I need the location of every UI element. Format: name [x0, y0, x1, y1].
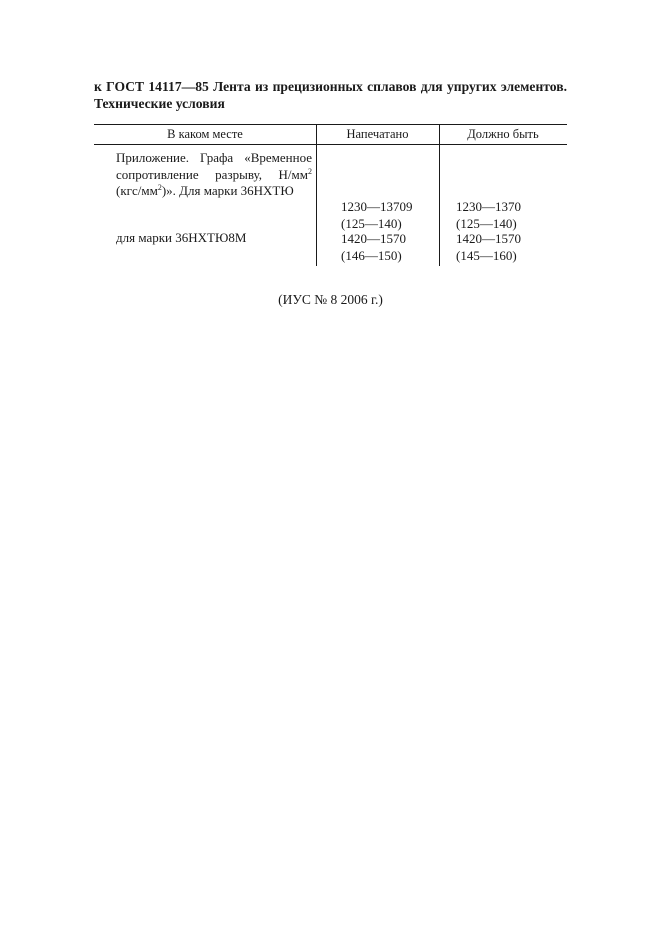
- table-header-rule: [94, 144, 567, 145]
- row-1-place-text: Приложение. Графа «Временное сопротивление разрыву, Н/мм: [116, 150, 312, 182]
- row-2-printed: [341, 230, 406, 264]
- correct-value: 1230—1370: [456, 199, 521, 214]
- row-1-place: [116, 150, 312, 200]
- header-printed: Напечатано: [346, 127, 409, 141]
- printed-value: (125—140): [341, 216, 402, 231]
- table-top-rule: [94, 124, 567, 125]
- source-reference: (ИУС № 8 2006 г.): [278, 292, 383, 307]
- correct-value: (125—140): [456, 216, 517, 231]
- column-divider-1: [316, 124, 317, 266]
- row-1-printed: [341, 198, 413, 232]
- superscript: 2: [308, 166, 312, 176]
- printed-value: 1230—13709: [341, 199, 413, 214]
- column-divider-2: [439, 124, 440, 266]
- header-should-be: Должно быть: [467, 127, 539, 141]
- printed-value: (146—150): [341, 248, 402, 263]
- amendment-title: к ГОСТ 14117—85 Лента из прецизионных сплавов для упругих элементов. Технические условия: [94, 79, 567, 111]
- correct-value: (145—160): [456, 248, 517, 263]
- row-2-place: для марки 36НХТЮ8М: [116, 230, 247, 245]
- header-place: В каком месте: [167, 127, 243, 141]
- row-1-should-be: [456, 198, 521, 232]
- row-1-place-text: (кгс/мм: [116, 183, 158, 198]
- printed-value: 1420—1570: [341, 231, 406, 246]
- correct-value: 1420—1570: [456, 231, 521, 246]
- row-2-should-be: [456, 230, 521, 264]
- superscript: 2: [157, 183, 162, 192]
- row-1-place-text: )». Для марки 36НХТЮ: [161, 183, 294, 198]
